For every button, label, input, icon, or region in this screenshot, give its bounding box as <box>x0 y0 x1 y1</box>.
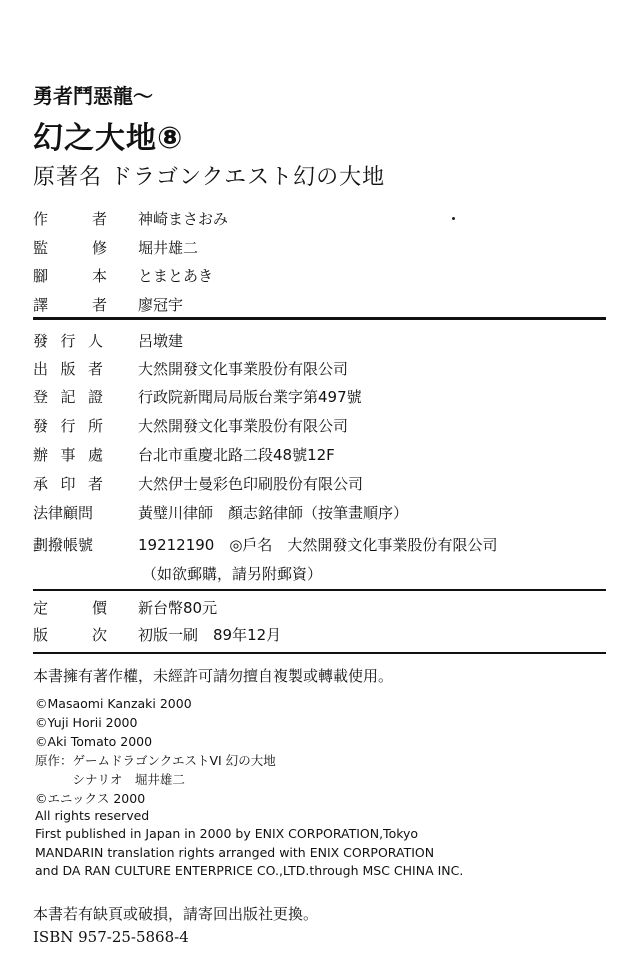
credit-value: とまとあき <box>138 266 214 285</box>
publisher-label: 劃撥帳號 <box>33 535 94 554</box>
publisher-label: 發 行 人 <box>33 331 103 350</box>
pricing-row <box>33 595 217 619</box>
publisher-value: 大然伊士曼彩色印刷股份有限公司 <box>138 474 364 493</box>
rights-line: ©Aki Tomato 2000 <box>35 734 153 749</box>
original-title: 原著名 ドラゴンクエスト幻の大地 <box>33 165 386 190</box>
credit-label: 腳 本 <box>33 266 107 285</box>
credit-label: 作 者 <box>33 209 107 228</box>
publisher-label: 辦 事 處 <box>33 445 103 464</box>
publisher-value: 台北市重慶北路二段48號12F <box>138 445 335 464</box>
credit-row <box>33 206 228 230</box>
pricing-value: 初版一刷 89年12月 <box>138 625 282 644</box>
credit-label: 譯 者 <box>33 295 107 314</box>
rights-line: 原作：ゲームドラゴンクエストVI 幻の大地 <box>35 753 276 768</box>
pricing-label: 版 次 <box>33 625 107 644</box>
credit-row <box>33 263 213 287</box>
volume-title: 幻之大地⑧ <box>33 121 184 156</box>
rights-line: ©Yuji Horii 2000 <box>35 715 138 730</box>
credit-label: 監 修 <box>33 238 107 257</box>
thick-divider <box>33 317 606 320</box>
series-title: 勇者鬥惡龍～ <box>33 84 153 108</box>
publisher-value: 大然開發文化事業股份有限公司 <box>138 359 349 378</box>
divider <box>33 652 606 654</box>
publisher-value: 大然開發文化事業股份有限公司 <box>138 416 349 435</box>
publisher-row <box>33 413 348 437</box>
publisher-row <box>33 500 408 524</box>
publisher-value: 呂墩建 <box>138 331 184 350</box>
rights-line: MANDARIN translation rights arranged with ENIX CORPORATION <box>35 845 435 860</box>
rights-line: ©エニックス 2000 <box>35 791 146 806</box>
rights-line: First published in Japan in 2000 by ENIX CORPORATION,Tokyo <box>35 826 419 841</box>
publisher-value: 黃璧川律師 顏志銘律師（按筆畫順序） <box>138 503 409 522</box>
isbn: ISBN 957-25-5868-4 <box>33 928 189 946</box>
publisher-label: 發 行 所 <box>33 416 103 435</box>
pricing-label: 定 價 <box>33 598 107 617</box>
rights-line: All rights reserved <box>35 808 150 823</box>
publisher-row <box>33 328 183 352</box>
credit-value: 神崎まさおみ <box>138 209 229 228</box>
publisher-value: 行政院新聞局局版台業字第497號 <box>138 387 362 406</box>
credit-row <box>33 235 198 259</box>
copyright-notice: 本書擁有著作權，未經許可請勿擅自複製或轉載使用。 <box>33 667 394 685</box>
publisher-row <box>33 442 335 466</box>
credit-row <box>33 292 183 316</box>
divider <box>33 589 606 591</box>
publisher-label: 承 印 者 <box>33 474 103 493</box>
pricing-row <box>33 622 281 646</box>
rights-line: and DA RAN CULTURE ENTERPRICE CO.,LTD.through MSC CHINA INC. <box>35 863 464 878</box>
rights-line: シナリオ 堀井雄二 <box>35 772 185 787</box>
ink-speck <box>452 217 455 220</box>
publisher-label: 出 版 者 <box>33 359 103 378</box>
publisher-label: 法律顧問 <box>33 503 94 522</box>
publisher-label: 登 記 證 <box>33 387 103 406</box>
defect-notice: 本書若有缺頁或破損，請寄回出版社更換。 <box>33 905 319 923</box>
credit-value: 廖冠宇 <box>138 295 184 314</box>
credit-value: 堀井雄二 <box>138 238 199 257</box>
publisher-value: 19212190 ◎戶名 大然開發文化事業股份有限公司 <box>138 535 498 554</box>
publisher-row <box>33 532 497 556</box>
publisher-row <box>33 471 363 495</box>
publisher-row <box>33 384 362 408</box>
postal-note: （如欲郵購，請另附郵資） <box>142 565 323 583</box>
publisher-row <box>33 356 348 380</box>
rights-line: ©Masaomi Kanzaki 2000 <box>35 696 192 711</box>
pricing-value: 新台幣80元 <box>138 598 218 617</box>
